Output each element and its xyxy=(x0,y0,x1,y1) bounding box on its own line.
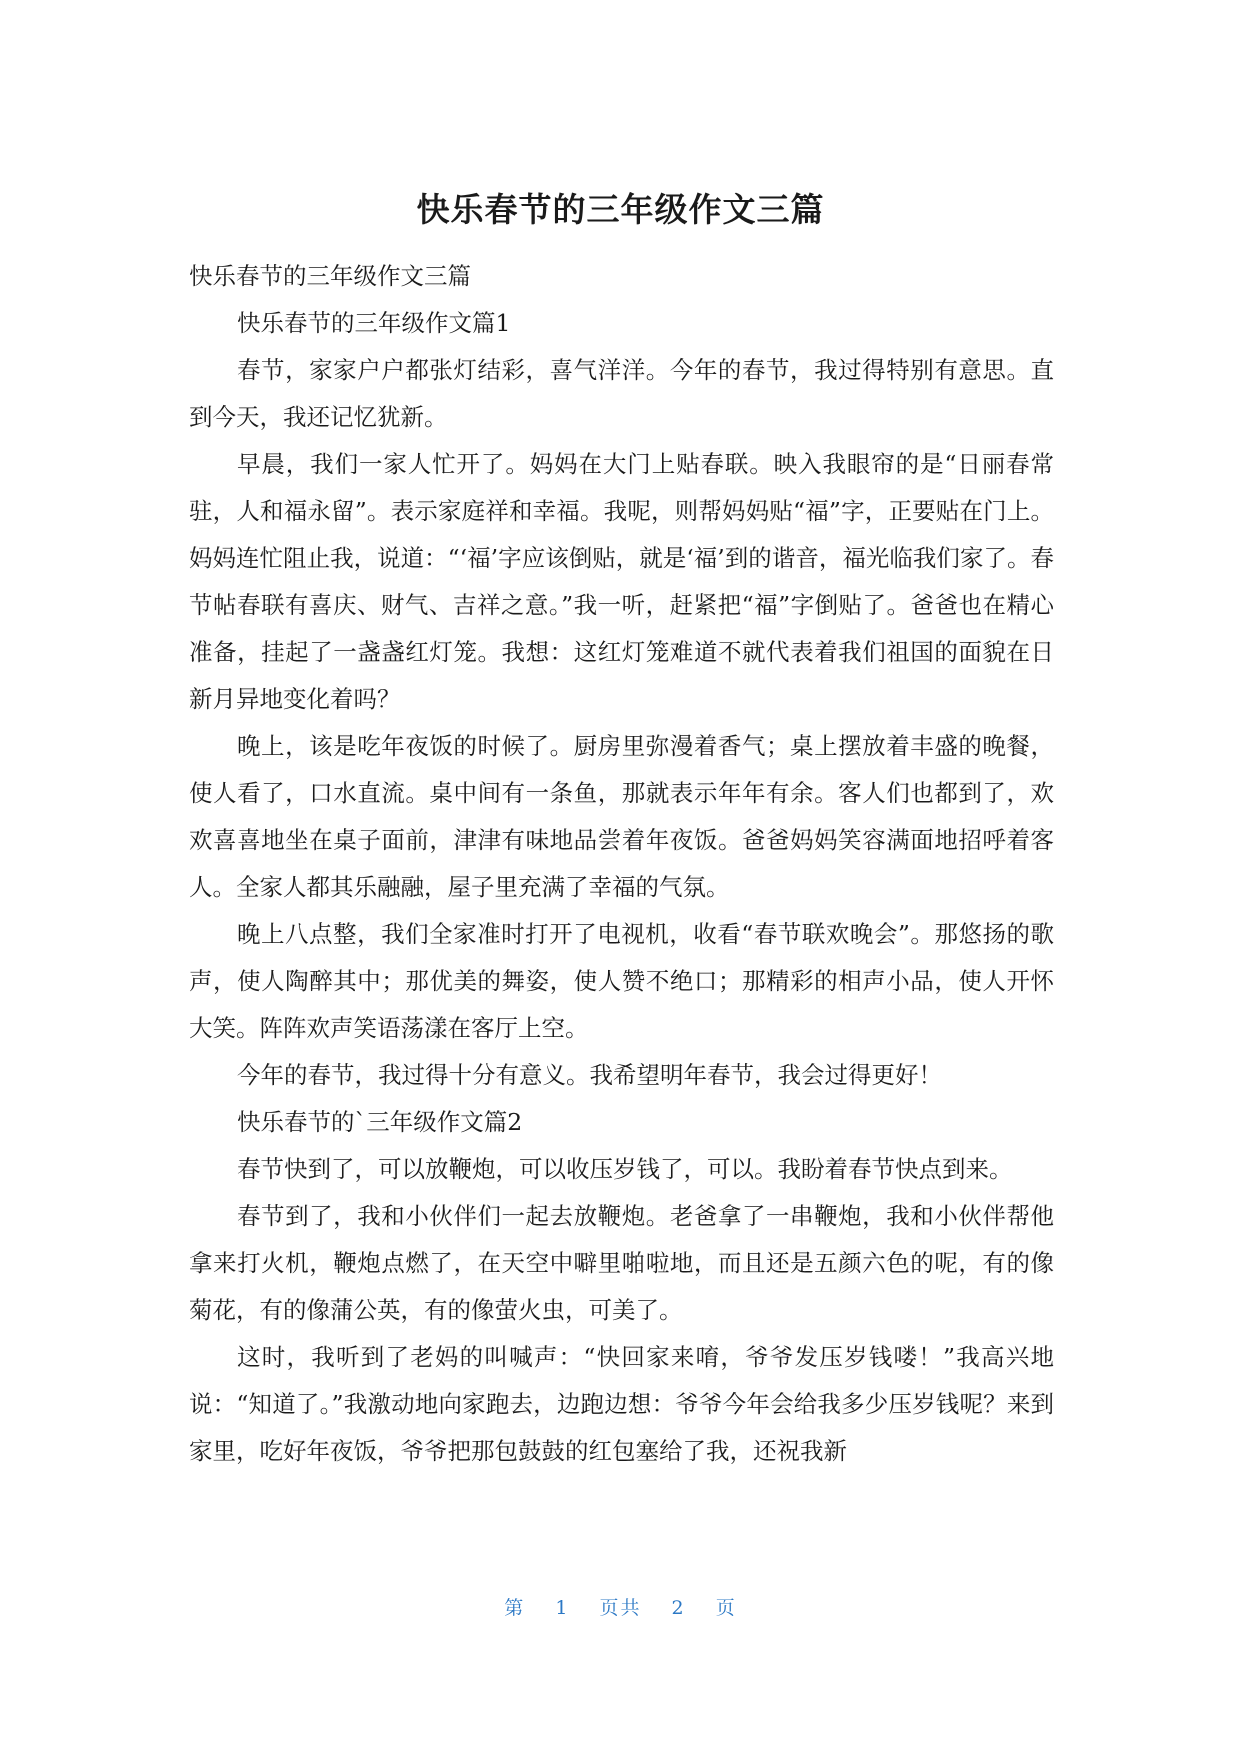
footer-prefix: 第 xyxy=(504,1597,526,1619)
paragraph: 春节快到了，可以放鞭炮，可以收压岁钱了，可以。我盼着春节快点到来。 xyxy=(237,1155,1013,1183)
subtitle-paragraph: 快乐春节的三年级作文三篇 xyxy=(189,262,471,290)
paragraph: 早晨，我们一家人忙开了。妈妈在大门上贴春联。映入我眼帘的是“日丽春常驻，人和福永留”。表示家庭祥和幸福。我呢，则帮妈妈贴“福”字，正要贴在门上。妈妈连忙阻止我，说道：“‘福’字应该倒贴，就是‘福’到的谐音，福光临我们家了。春节帖春联有喜庆、财气、吉祥之意。”我一听，赶紧把“福”字倒贴了。爸爸也在精心准备，挂起了一盏盏红灯笼。我想：这红灯笼难道不就代表着我们祖国的面貌在日新月异地变化着吗？ xyxy=(189,450,1054,713)
paragraph: 晚上，该是吃年夜饭的时候了。厨房里弥漫着香气；桌上摆放着丰盛的晚餐，使人看了，口水直流。桌中间有一条鱼，那就表示年年有余。客人们也都到了，欢欢喜喜地坐在桌子面前，津津有味地品尝着年夜饭。爸爸妈妈笑容满面地招呼着客人。全家人都其乐融融，屋子里充满了幸福的气氛。 xyxy=(189,732,1054,901)
section-heading-1: 快乐春节的三年级作文篇1 xyxy=(237,309,511,337)
paragraph: 这时，我听到了老妈的叫喊声：“快回家来唷，爷爷发压岁钱喽！”我高兴地说：“知道了。”我激动地向家跑去，边跑边想：爷爷今年会给我多少压岁钱呢？来到家里，吃好年夜饭，爷爷把那包鼓鼓的红包塞给了我，还祝我新 xyxy=(189,1343,1054,1465)
footer-suffix: 页 xyxy=(715,1597,737,1619)
paragraph: 今年的春节，我过得十分有意义。我希望明年春节，我会过得更好！ xyxy=(237,1061,942,1089)
page-footer xyxy=(0,1593,1241,1620)
paragraph: 春节，家家户户都张灯结彩，喜气洋洋。今年的春节，我过得特别有意思。直到今天，我还记忆犹新。 xyxy=(189,356,1054,431)
document-title: 快乐春节的三年级作文三篇 xyxy=(416,190,825,229)
document-body xyxy=(189,253,1054,1475)
paragraph: 晚上八点整，我们全家准时打开了电视机，收看“春节联欢晚会”。那悠扬的歌声，使人陶醉其中；那优美的舞姿，使人赞不绝口；那精彩的相声小品，使人开怀大笑。阵阵欢声笑语荡漾在客厅上空。 xyxy=(189,920,1054,1042)
footer-middle: 页共 xyxy=(599,1597,642,1619)
current-page-number: 1 xyxy=(555,1597,570,1619)
section-heading-2: 快乐春节的`三年级作文篇2 xyxy=(237,1108,523,1136)
total-page-count: 2 xyxy=(671,1597,686,1619)
paragraph: 春节到了，我和小伙伴们一起去放鞭炮。老爸拿了一串鞭炮，我和小伙伴帮他拿来打火机，鞭炮点燃了，在天空中噼里啪啦地，而且还是五颜六色的呢，有的像菊花，有的像蒲公英，有的像萤火虫，可美了。 xyxy=(189,1202,1054,1324)
